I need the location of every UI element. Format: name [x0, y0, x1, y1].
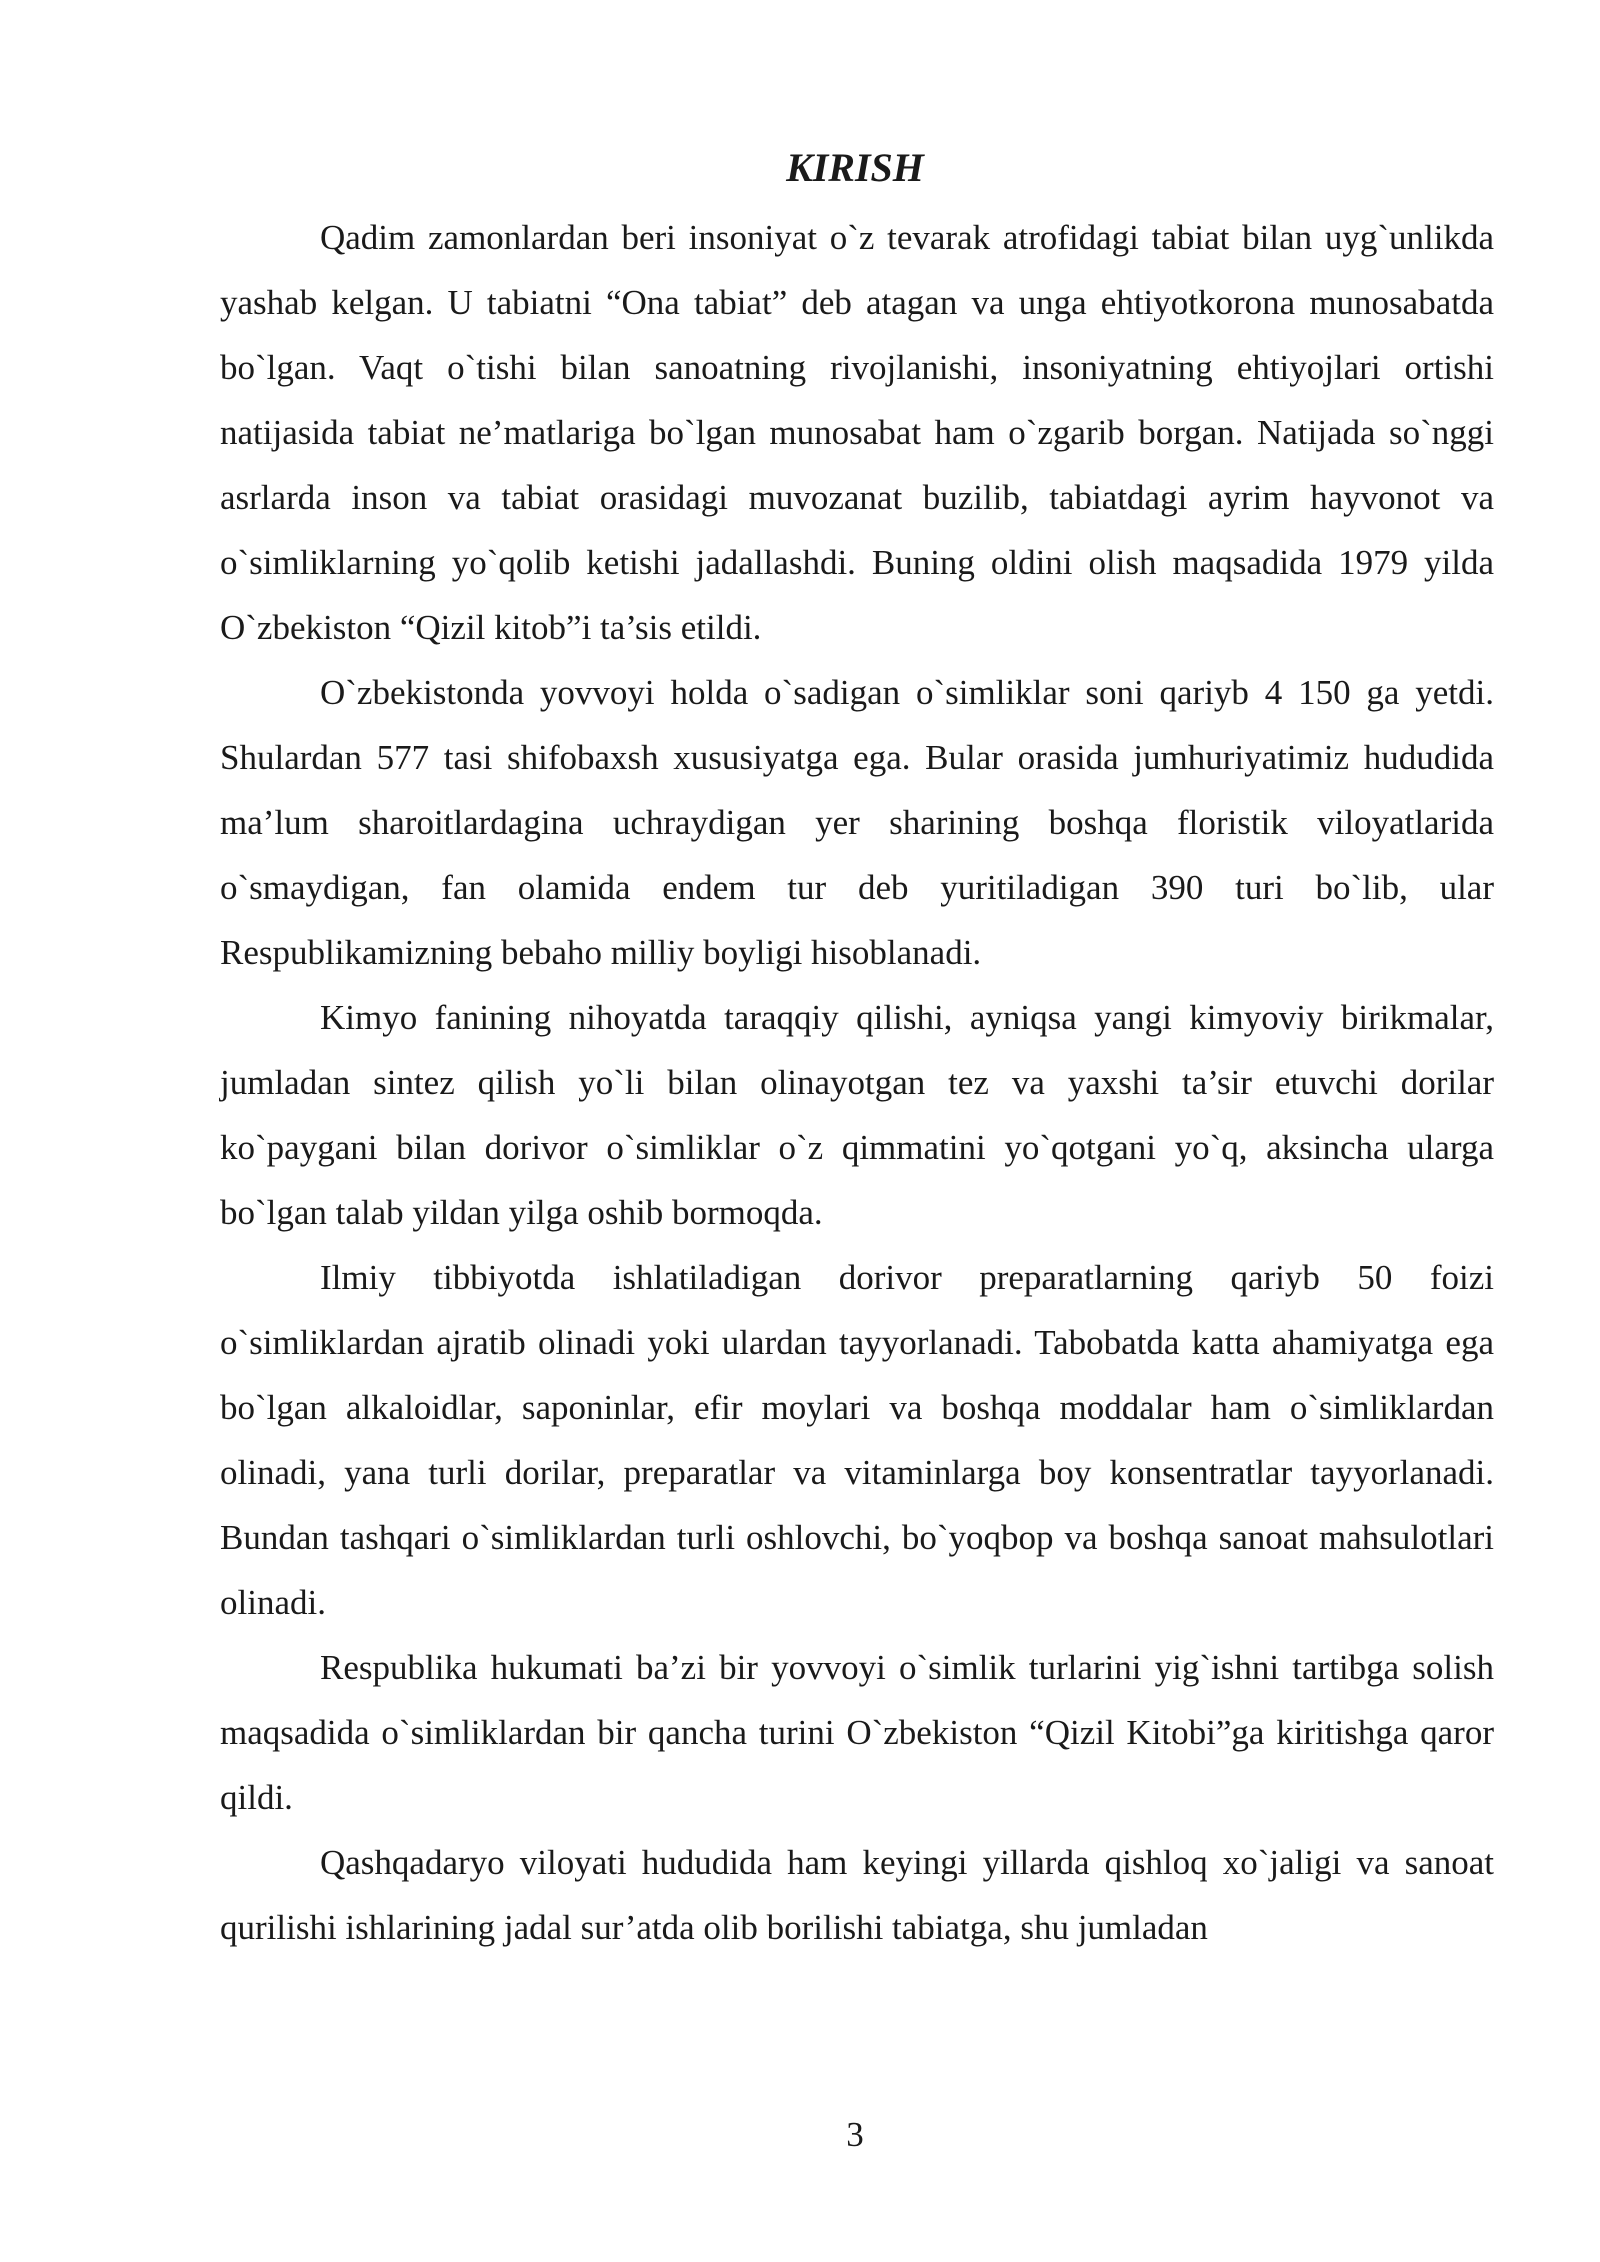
paragraph-plant-count: O`zbekistonda yovvoyi holda o`sadigan o`simliklar soni qariyb 4 150 ga yetdi. Shulardan 577 tasi shifobaxsh xususiyatga ega. Bular orasida jumhuriyatimiz hududida ma’lum sharoitlardagina uchraydigan yer sharining boshqa floristik viloyatlarida o`smaydigan, fan olamida endem tur deb yuritiladigan 390 turi bo`lib, ular Respublikamizning bebaho milliy boyligi hisoblanadi.: [220, 673, 1494, 972]
page-title: KIRISH: [786, 145, 924, 190]
paragraph-qashqadaryo: Qashqadaryo viloyati hududida ham keyingi yillarda qishloq xo`jaligi va sanoat qurilishi ishlarining jadal sur’atda olib borilishi tabiatga, shu jumladan: [220, 1843, 1494, 1947]
paragraph-medicine: Ilmiy tibbiyotda ishlatiladigan dorivor preparatlarning qariyb 50 foizi o`simliklardan ajratib olinadi yoki ulardan tayyorlanadi. Tabobatda katta ahamiyatga ega bo`lgan alkaloidlar, saponinlar, efir moylari va boshqa moddalar ham o`simliklardan olinadi, yana turli dorilar, preparatlar va vitaminlarga boy konsentratlar tayyorlanadi. Bundan tashqari o`simliklardan turli oshlovchi, bo`yoqbop va boshqa sanoat mahsulotlari olinadi.: [220, 1258, 1494, 1622]
paragraph-chemistry: Kimyo fanining nihoyatda taraqqiy qilishi, ayniqsa yangi kimyoviy birikmalar, jumladan sintez qilish yo`li bilan olinayotgan tez va yaxshi ta’sir etuvchi dorilar ko`paygani bilan dorivor o`simliklar o`z qimmatini yo`qotgani yo`q, aksincha ularga bo`lgan talab yildan yilga oshib bormoqda.: [220, 998, 1494, 1232]
paragraph-government: Respublika hukumati ba’zi bir yovvoyi o`simlik turlarini yig`ishni tartibga solish maqsadida o`simliklardan bir qancha turini O`zbekiston “Qizil Kitobi”ga kiritishga qaror qildi.: [220, 1648, 1494, 1817]
paragraph-intro: Qadim zamonlardan beri insoniyat o`z tevarak atrofidagi tabiat bilan uyg`unlikda yashab kelgan. U tabiatni “Ona tabiat” deb atagan va unga ehtiyotkorona munosabatda bo`lgan. Vaqt o`tishi bilan sanoatning rivojlanishi, insoniyatning ehtiyojlari ortishi natijasida tabiat ne’matlariga bo`lgan munosabat ham o`zgarib borgan. Natijada so`nggi asrlarda inson va tabiat orasidagi muvozanat buzilib, tabiatdagi ayrim hayvonot va o`simliklarning yo`qolib ketishi jadallashdi. Buning oldini olish maqsadida 1979 yilda O`zbekiston “Qizil kitob”i ta’sis etildi.: [220, 218, 1494, 647]
body-text: [220, 205, 1494, 1960]
page-number: 3: [846, 2115, 864, 2154]
